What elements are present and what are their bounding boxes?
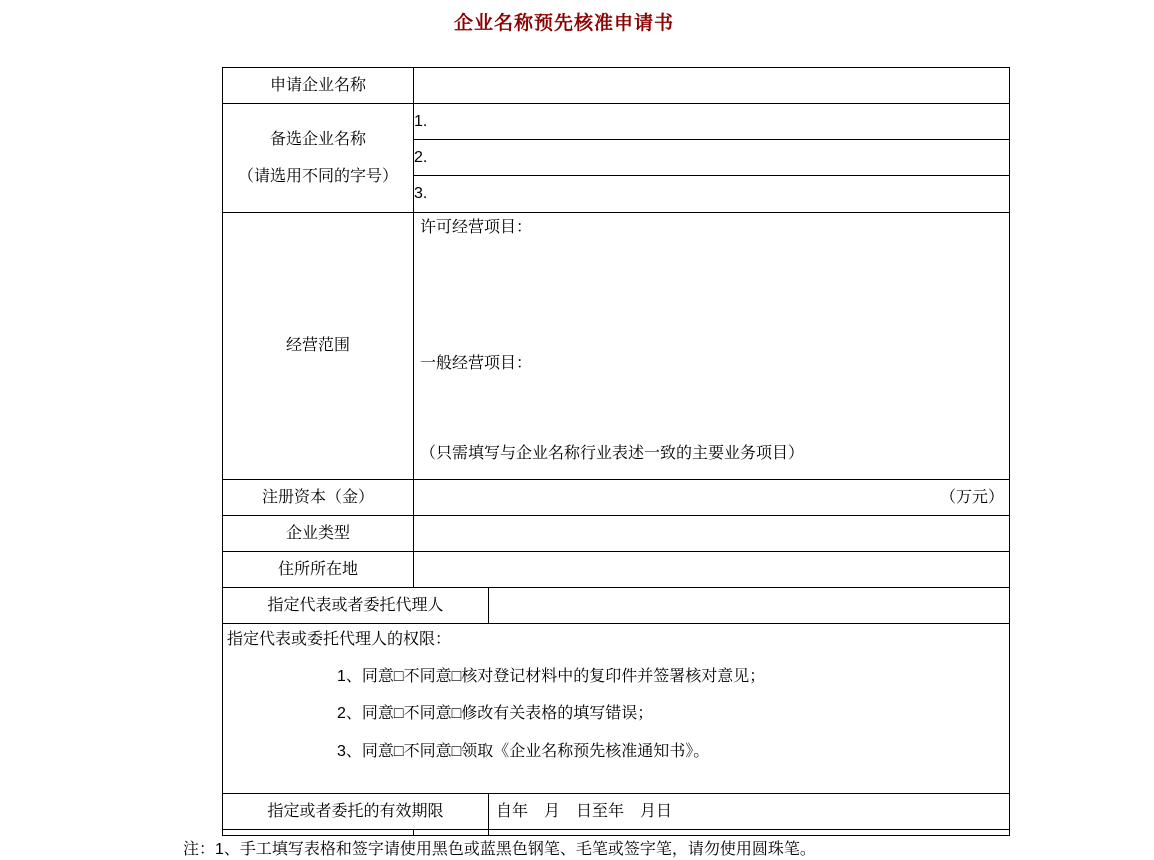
agent-authority-content [223,624,1009,793]
authority-item-3-agree-label: 同意 [361,742,394,760]
designated-agent-value-cell[interactable] [489,588,1010,624]
footnote: 注：1、手工填写表格和签字请使用黑色或蓝黑色钢笔、毛笔或签字笔，请勿使用圆珠笔。 [183,841,816,858]
alternative-names-label-line2: （请选用不同的字号） [237,167,398,185]
authority-item-3-action: 领取《企业名称预先核准通知书》。 [461,742,710,760]
alternative-name-1-cell[interactable] [414,104,1010,140]
domicile-row [223,552,1010,588]
authority-item-1-disagree-checkbox[interactable]: □ [451,668,462,686]
domicile-label: 住所所在地 [223,552,414,588]
partial-cell-3 [489,830,1010,836]
authority-item-3-disagree-label: 不同意 [403,742,452,760]
authority-item-2-action: 修改有关表格的填写错误； [461,705,654,723]
licensed-items-heading: 许可经营项目： [420,219,533,236]
business-scope-value-cell[interactable] [414,213,1010,480]
alternative-name-row-1 [223,104,1010,140]
registered-capital-label: 注册资本（金） [223,480,414,516]
enterprise-type-label: 企业类型 [223,516,414,552]
domicile-value-cell[interactable] [414,552,1010,588]
general-items-heading: 一般经营项目： [420,355,533,372]
enterprise-type-row [223,516,1010,552]
authority-item-1-action: 核对登记材料中的复印件并签署核对意见； [461,668,766,686]
authority-item-2-agree-checkbox[interactable]: □ [393,705,404,723]
alternative-names-label-line1: 备选企业名称 [269,131,366,149]
validity-period-label: 指定或者委托的有效期限 [223,794,489,830]
business-scope-label: 经营范围 [223,213,414,480]
agent-authority-cell [223,624,1010,794]
alternative-names-label-gap [223,150,413,167]
applied-name-label: 申请企业名称 [223,68,414,104]
authority-item-1-agree-label: 同意 [361,668,394,686]
authority-item-1-number: 1、 [337,668,362,686]
agent-authority-row [223,624,1010,794]
authority-item-2-number: 2、 [337,705,362,723]
business-scope-row [223,213,1010,480]
agent-authority-heading: 指定代表或委托代理人的权限： [227,631,452,648]
applied-name-row [223,68,1010,104]
partial-cell-1 [223,830,414,836]
designated-agent-label: 指定代表或者委托代理人 [223,588,489,624]
registered-capital-value-cell[interactable] [414,480,1010,516]
alternative-name-1-prefix: 1. [414,112,428,130]
authority-item-1-agree-checkbox[interactable]: □ [393,668,404,686]
document-title: 企业名称预先核准申请书 [453,13,674,34]
validity-period-row [223,794,1010,830]
authority-item-3-number: 3、 [337,742,362,760]
alternative-name-2-cell[interactable] [414,140,1010,176]
alternative-name-3-prefix: 3. [414,185,428,203]
authority-item-1 [337,667,1009,686]
business-scope-content [414,213,1009,479]
authority-item-2-disagree-label: 不同意 [403,705,452,723]
authority-item-2 [337,704,1009,723]
designated-agent-row [223,588,1010,624]
alternative-names-label [223,104,414,213]
application-form-table [222,67,1010,836]
partial-cell-2 [414,830,489,836]
enterprise-type-value-cell[interactable] [414,516,1010,552]
authority-item-2-disagree-checkbox[interactable]: □ [451,705,462,723]
authority-item-3-agree-checkbox[interactable]: □ [393,742,404,760]
applied-name-value-cell[interactable] [414,68,1010,104]
registered-capital-unit: （万元） [939,488,1004,506]
authority-item-1-disagree-label: 不同意 [403,668,452,686]
alternative-name-2-prefix: 2. [414,148,428,166]
authority-item-2-agree-label: 同意 [361,705,394,723]
business-scope-hint: （只需填写与企业名称行业表述一致的主要业务项目） [420,445,805,462]
authority-item-3-disagree-checkbox[interactable]: □ [451,742,462,760]
partial-cutoff-row [223,830,1010,836]
validity-period-value-cell[interactable]: 自年 月 日至年 月日 [489,794,1010,830]
alternative-name-3-cell[interactable] [414,176,1010,213]
authority-item-3 [337,742,1009,761]
registered-capital-row [223,480,1010,516]
